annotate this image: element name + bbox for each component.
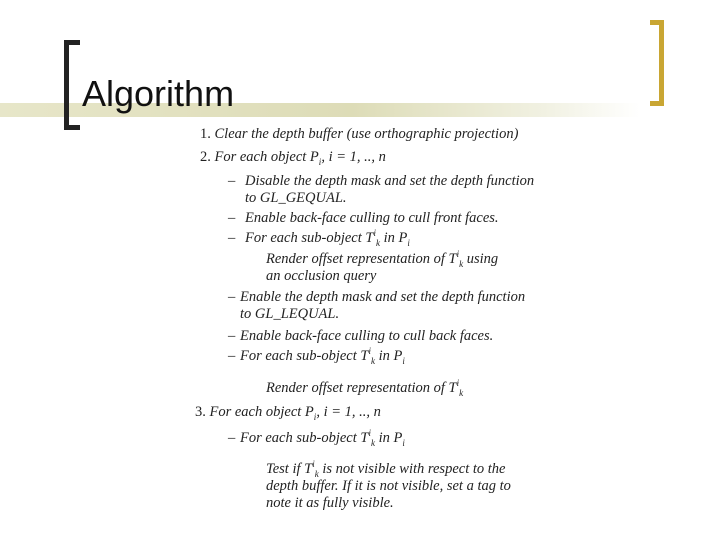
text: in P (374, 430, 403, 446)
text: Render offset representation of T (266, 380, 457, 396)
step-text-rest: , i = 1, .., n (321, 149, 386, 165)
step-number: 3. (195, 404, 206, 420)
superscript: i (373, 228, 376, 239)
nested-line (266, 379, 463, 397)
text: in P (379, 230, 408, 246)
step-text: For each object P (214, 149, 319, 165)
substep-line: Enable the depth mask and set the depth function (240, 289, 526, 305)
step-number: 1. (200, 126, 211, 142)
substep-line (245, 229, 410, 247)
text: using (463, 251, 499, 267)
subscript: i (318, 156, 322, 167)
text: For each sub-object T (240, 348, 369, 364)
text: For each sub-object T (245, 230, 374, 246)
step-number: 2. (200, 149, 211, 165)
substep-line: to GL_LEQUAL. (240, 306, 340, 322)
superscript: i (456, 378, 460, 389)
text: For each sub-object T (240, 430, 369, 446)
substep-line: Enable back-face culling to cull back faces. (240, 328, 494, 344)
step-1 (200, 125, 518, 143)
nested-line: depth buffer. If it is not visible, set a tag to (266, 478, 511, 494)
subscript: i (402, 355, 405, 366)
bullet-dash: – (228, 430, 236, 446)
subscript: i (313, 411, 317, 422)
bullet-dash: – (228, 173, 236, 189)
nested-line (266, 460, 505, 478)
superscript: i (368, 346, 371, 357)
slide-title: Algorithm (82, 73, 235, 114)
step-text-rest: , i = 1, .., n (316, 404, 381, 420)
substep-line: Enable back-face culling to cull front faces. (245, 210, 499, 226)
superscript: i (312, 459, 315, 470)
bullet-dash: – (228, 210, 236, 226)
subscript: k (314, 468, 319, 479)
subscript: k (459, 387, 464, 398)
subscript: i (407, 237, 410, 248)
substep-line (240, 347, 405, 365)
subscript: k (459, 258, 464, 269)
bullet-dash: – (228, 348, 236, 364)
nested-line: note it as fully visible. (266, 495, 394, 511)
text: Test if T (266, 461, 313, 477)
step-2 (200, 148, 386, 166)
substep-line (240, 429, 405, 447)
superscript: i (368, 428, 371, 439)
text: Render offset representation of T (266, 251, 457, 267)
subscript: k (375, 237, 380, 248)
subscript: k (370, 437, 375, 448)
step-text: Clear the depth buffer (use orthographic projection) (214, 126, 519, 142)
substep-line: to GL_GEQUAL. (245, 190, 347, 206)
subscript: k (370, 355, 375, 366)
bullet-dash: – (228, 328, 236, 344)
subscript: i (402, 437, 405, 448)
bullet-dash: – (228, 289, 236, 305)
substep-line: Disable the depth mask and set the depth function (245, 173, 535, 189)
bullet-dash: – (228, 230, 236, 246)
text: is not visible with respect to the (318, 461, 506, 477)
nested-line: an occlusion query (266, 268, 377, 284)
nested-line (266, 250, 498, 268)
text: in P (374, 348, 403, 364)
step-3 (195, 403, 381, 421)
superscript: i (456, 249, 460, 260)
step-text: For each object P (209, 404, 314, 420)
